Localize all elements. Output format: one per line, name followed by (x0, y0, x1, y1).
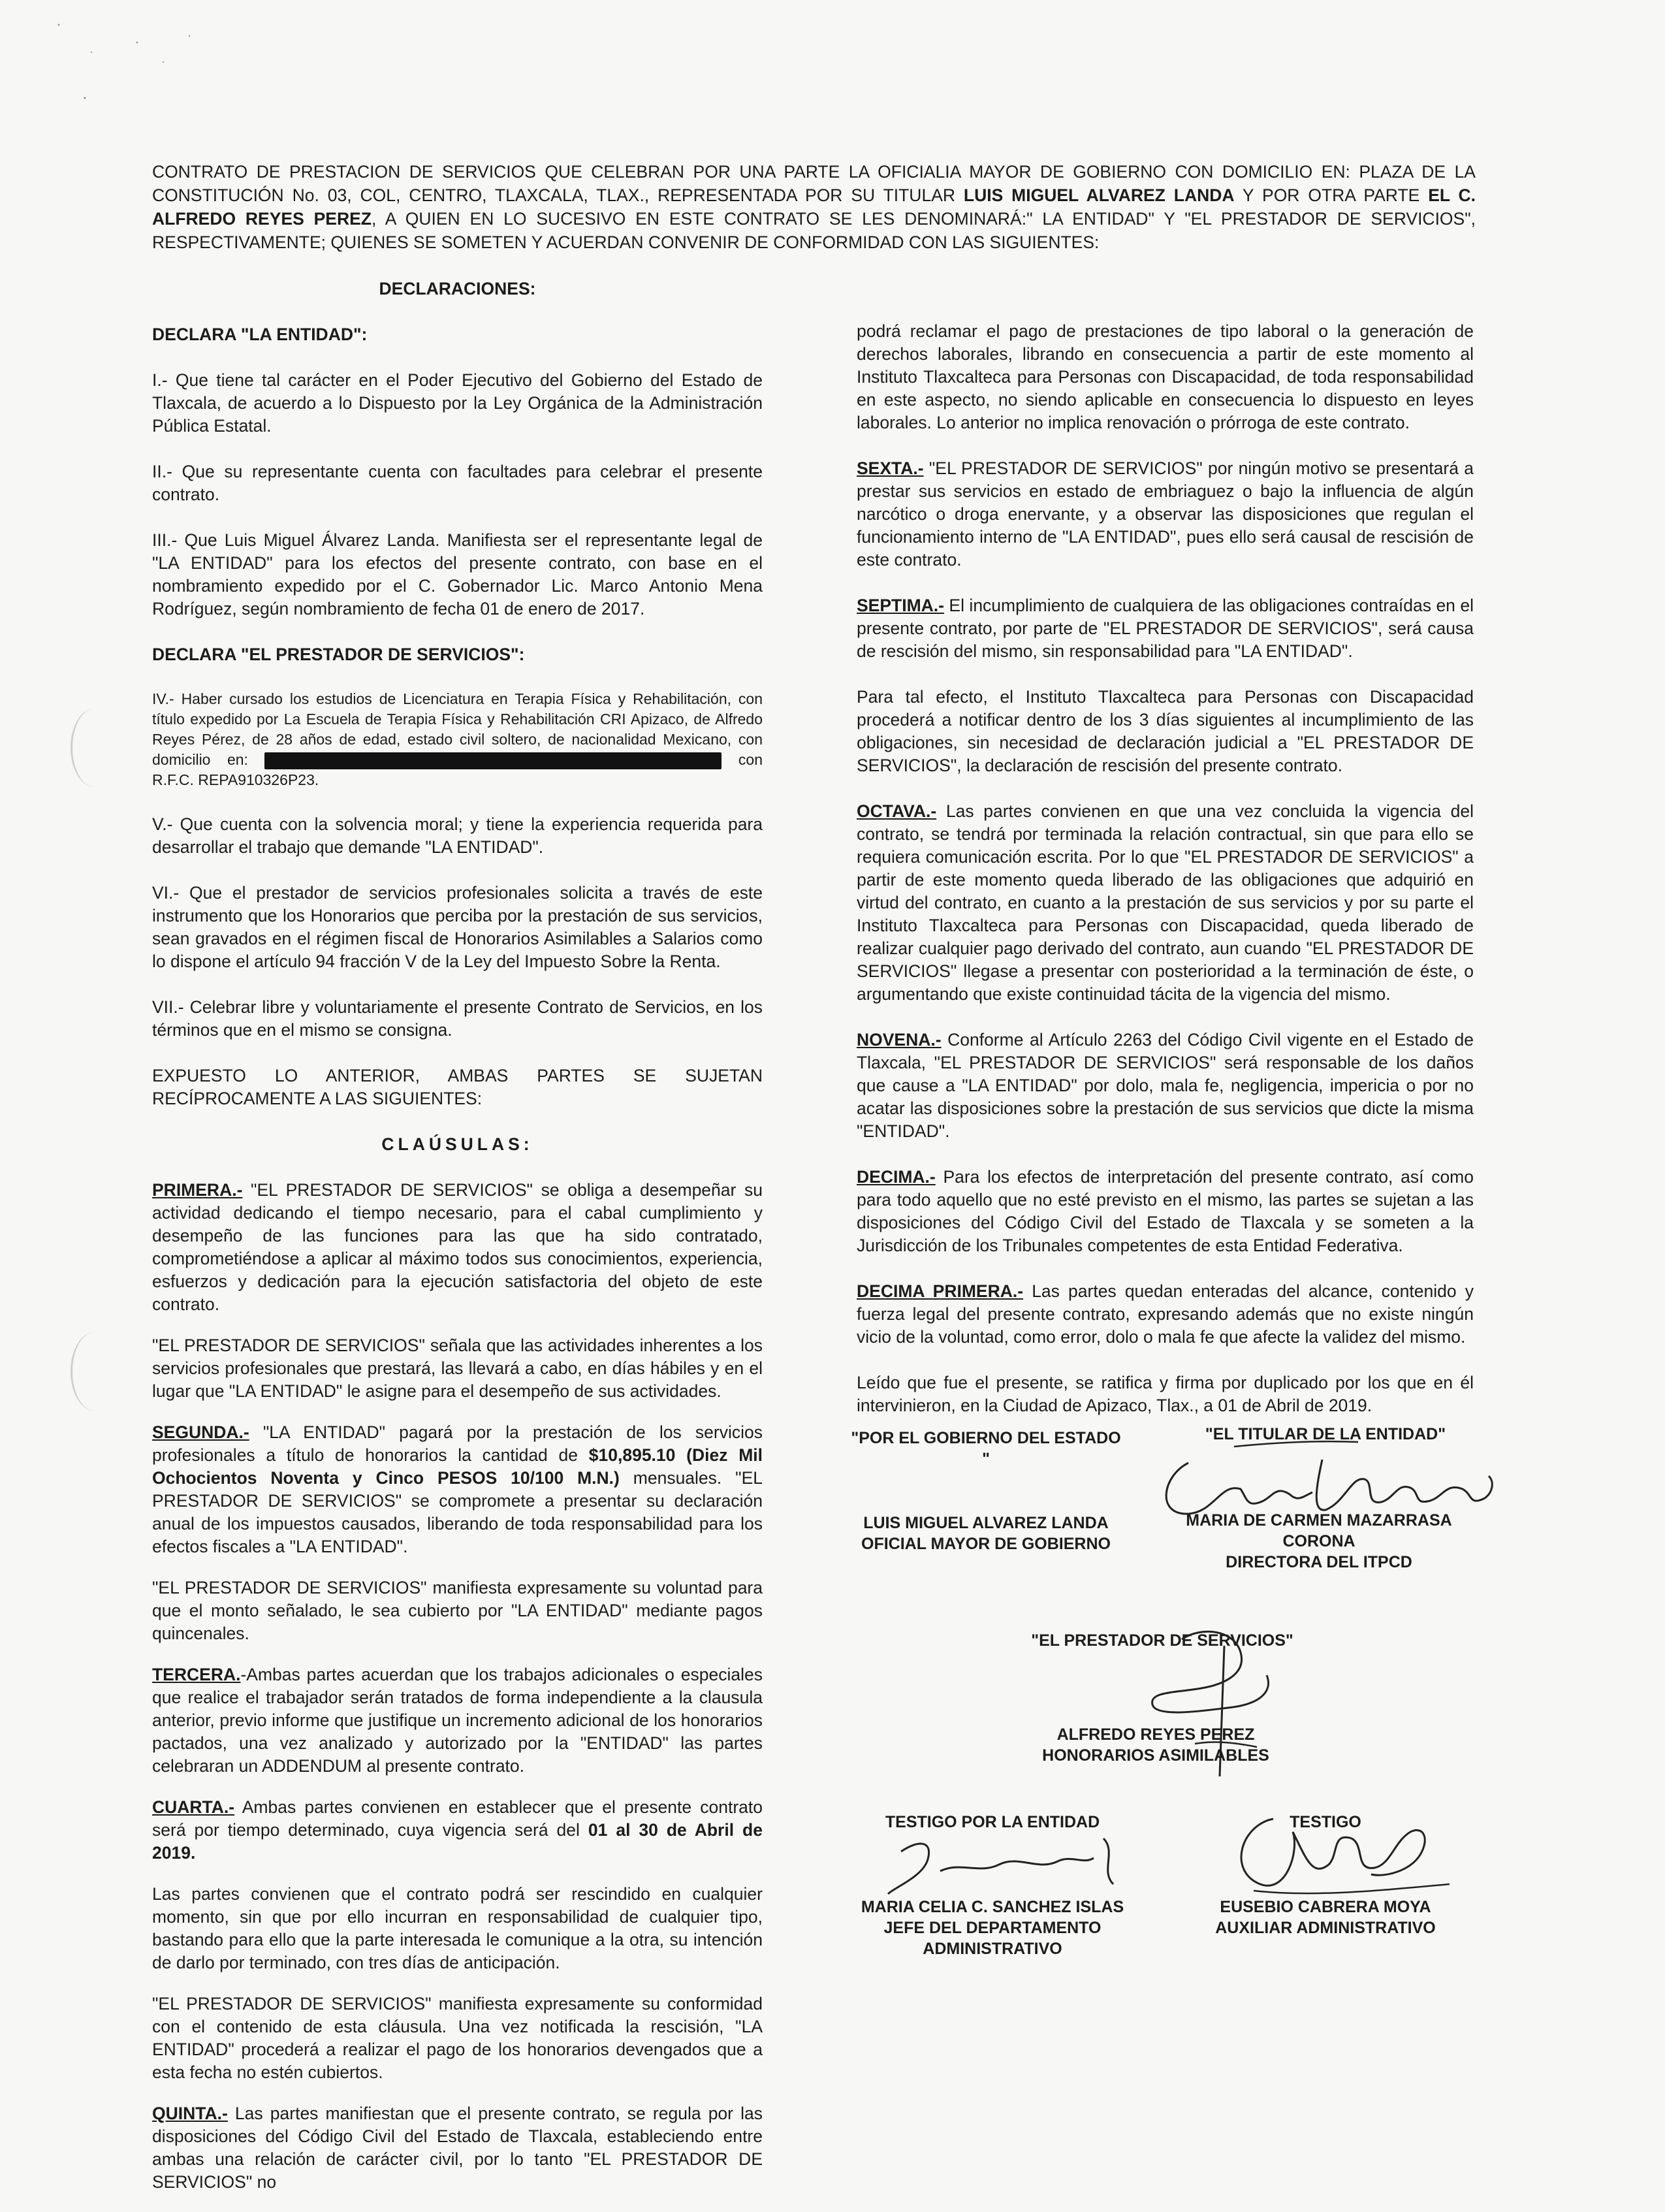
firma-testigo2-heading: TESTIGO (1290, 1813, 1361, 1831)
clausula-label: CUARTA.- (152, 1797, 235, 1817)
vigencia-dates: 01 al 30 de Abril de 2019. (152, 1820, 763, 1863)
declaracion-vii: VII.- Celebrar libre y voluntariamente el presente Contrato de Servicios, en los términos que en el mismo se consigna. (152, 997, 763, 1040)
firma-titular-role: DIRECTORA DEL ITPCD (1226, 1553, 1412, 1571)
redaction-bar (264, 752, 722, 769)
cierre-text: Leído que fue el presente, se ratifica y firma por duplicado por los que en él intervinieron, en la Ciudad de Apizaco, Tlax., a 01 de Abril de 2019. (857, 1373, 1474, 1415)
clausula-text: -Ambas partes acuerdan que los trabajos adicionales o especiales que realice el trabajador serán tratados de forma independiente a la clausula anterior, previo informe que justifique un incremento adicional de los honorarios pactados, una vez analizado y autorizado por la "ENTIDAD" las partes celebraran un ADDENDUM al presente contrato. (152, 1665, 763, 1776)
intro-prestador: EL C. ALFREDO REYES PEREZ (152, 185, 1476, 229)
clausula-novena (857, 1029, 1474, 1143)
firma-testigo2-role: AUXILIAR ADMINISTRATIVO (1215, 1919, 1436, 1937)
declaracion-iv-text: IV.- Haber cursado los estudios de Licenciatura en Terapia Física y Rehabilitación, con título expedido por La Escuela de Terapia Física y Rehabilitación CRI Apizaco, de Alfredo Reyes Pérez, de 28 años de edad, estado civil soltero, de nacionalidad Mexicano, con domicilio en: (152, 690, 763, 768)
clausula-quinta-cont: podrá reclamar el pago de prestaciones de tipo laboral o la generación de derechos laborales, librando en consecuencia a partir de este momento al Instituto Tlaxcalteca para Personas con Discapacidad, de toda responsabilidad en este aspecto, no siendo aplicable en consecuencia lo dispuesto en leyes laborales. Lo anterior no implica renovación o prórroga de este contrato. (857, 321, 1474, 432)
punch-hole-mark (71, 1332, 118, 1411)
clausula-octava (857, 800, 1474, 1006)
declaracion-i: I.- Que tiene tal carácter en el Poder Ejecutivo del Gobierno del Estado de Tlaxcala, de acuerdo a lo Dispuesto por la Ley Orgánica de la Administración Pública Estatal. (152, 370, 763, 436)
clausula-decima (857, 1166, 1474, 1257)
firma-testigo1-role2: ADMINISTRATIVO (923, 1940, 1062, 1958)
clausula-label: TERCERA. (152, 1665, 241, 1684)
firma-gobierno-role: OFICIAL MAYOR DE GOBIERNO (861, 1535, 1111, 1553)
clausula-cuarta-b: Las partes convienen que el contrato podrá ser rescindido en cualquier momento, sin que por ello incurran en responsabilidad de cualquier tipo, bastando para ello que la parte interesada le comunique a la otra, su intención de darlo por terminado, con tres días de anticipación. (152, 1884, 763, 1972)
intro-text: Y POR OTRA PARTE (1234, 185, 1429, 205)
clausula-label: QUINTA.- (152, 2104, 228, 2123)
clausula-text: Conforme al Artículo 2263 del Código Civil vigente en el Estado de Tlaxcala, "EL PRESTADOR DE SERVICIOS" será responsable de los daños que cause a "LA ENTIDAD" por dolo, mala fe, negligencia, impericia o por no acatar las disposiciones sobre la prestación de sus servicios que dicte la misma "ENTIDAD". (857, 1030, 1474, 1141)
clausula-text: Para los efectos de interpretación del presente contrato, así como para todo aquello que no esté previsto en el mismo, las partes se sujetan a las disposiciones del Código Civil del Estado de Tlaxcala y se someten a la Jurisdicción de los Tribunales competentes de esta Entidad Federativa. (857, 1167, 1474, 1255)
clausula-text: "EL PRESTADOR DE SERVICIOS" por ningún motivo se presentará a prestar sus servicios en estado de embriaguez o bajo la influencia de algún narcótico o droga enervante, y a observar las disposiciones que regulan el funcionamiento interno de "LA ENTIDAD", pues ello será causal de rescisión de este contrato. (857, 458, 1474, 569)
firma-prestador-block (999, 1724, 1312, 1766)
clausula-label: DECIMA.- (857, 1167, 936, 1187)
clausula-text: El incumplimiento de cualquiera de las obligaciones contraídas en el presente contrato, por parte de "EL PRESTADOR DE SERVICIOS", será causa de rescisión del mismo, sin responsabilidad para "LA ENTIDAD". (857, 596, 1474, 661)
clausula-label: SEXTA.- (857, 458, 924, 478)
clausula-septima-b: Para tal efecto, el Instituto Tlaxcalteca para Personas con Discapacidad procederá a notificar dentro de los 3 días siguientes al incumplimiento de las obligaciones, sin necesidad de declaración judicial a "EL PRESTADOR DE SERVICIOS", la declaración de rescisión del presente contrato. (857, 687, 1474, 775)
declara-prestador-heading: DECLARA "EL PRESTADOR DE SERVICIOS": (152, 645, 525, 664)
clausula-text: "EL PRESTADOR DE SERVICIOS" se obliga a desempeñar su actividad dedicando el tiempo necesario, para el cabal cumplimiento y desempeño de las funciones para las que ha sido contratado, comprometiéndose a aplicar al máximo todos sus conocimientos, experiencia, esfuerzos y dedicación para la ejecución satisfactoria del objeto de este contrato. (152, 1180, 763, 1314)
honorarios-amount: $10,895.10 (Diez Mil Ochocientos Noventa y Cinco PESOS 10/100 M.N.) (152, 1445, 763, 1488)
clausula-label: SEPTIMA.- (857, 596, 944, 615)
firma-gobierno-block (836, 1513, 1136, 1554)
clausula-cuarta-c: "EL PRESTADOR DE SERVICIOS" manifiesta expresamente su conformidad con el contenido de esta cláusula. Una vez notificada la rescisión, "LA ENTIDAD" procederá a realizar el pago de los honorarios devengados que a esta fecha no estén cubiertos. (152, 1994, 763, 2082)
clausula-cuarta (152, 1796, 763, 1865)
clausula-text: "LA ENTIDAD" pagará por la prestación de los servicios profesionales a título de honorarios la cantidad de (152, 1422, 763, 1465)
testigo2-signature-icon (1214, 1793, 1476, 1910)
firma-titular-block (1156, 1510, 1482, 1573)
clausula-label: NOVENA.- (857, 1030, 942, 1050)
clausula-text: Las partes convienen en que una vez concluida la vigencia del contrato, se tendrá por terminada la relación contractual, sin que para ello se requiera comunicación escrita. Por lo que "EL PRESTADOR DE SERVICIOS" a partir de este momento queda liberado de las obligaciones que adquirió en virtud del contrato, en cuanto a la prestación de sus servicios y por su parte el Instituto Tlaxcalteca para Personas con Discapacidad, queda liberado de realizar cualquier pago derivado del contrato, aun cuando "EL PRESTADOR DE SERVICIOS" llegase a presentar con posterioridad a la terminación de éste, o argumentando que existe continuidad tácita de la vigencia del mismo. (857, 801, 1474, 1004)
clausula-sexta (857, 457, 1474, 571)
firma-titular-heading: "EL TITULAR DE LA ENTIDAD" (1205, 1425, 1446, 1443)
firma-titular-name: MARIA DE CARMEN MAZARRASA (1186, 1511, 1452, 1530)
declara-entidad-heading: DECLARA "LA ENTIDAD": (152, 325, 368, 344)
clausula-primera (152, 1179, 763, 1316)
clausula-label: PRIMERA.- (152, 1180, 243, 1200)
clausula-text: mensuales. "EL PRESTADOR DE SERVICIOS" se compromete a presentar su declaración anual de los impuestos causados, liberando de toda responsabilidad para los efectos fiscales a "LA ENTIDAD". (152, 1468, 763, 1556)
clausula-decima-primera (857, 1280, 1474, 1349)
firma-testigo1-name: MARIA CELIA C. SANCHEZ ISLAS (861, 1898, 1124, 1916)
clausula-label: SEGUNDA.- (152, 1422, 249, 1442)
clausula-tercera (152, 1663, 763, 1778)
intro-text: , A QUIEN EN LO SUCESIVO EN ESTE CONTRATO SE LES DENOMINARÁ:" LA ENTIDAD" Y "EL PRESTADOR DE SERVICIOS", RESPECTIVAMENTE; QUIENES SE SOMETEN Y ACUERDAN CONVENIR DE CONFORMIDAD CON LAS SIGUIENTES: (152, 209, 1476, 252)
clausula-segunda-c: "EL PRESTADOR DE SERVICIOS" manifiesta expresamente su voluntad para que el monto señalado, le sea cubierto por "LA ENTIDAD" mediante pagos quincenales. (152, 1578, 763, 1643)
firma-gobierno-name: LUIS MIGUEL ALVAREZ LANDA (863, 1514, 1109, 1532)
firma-testigo2-block (1188, 1897, 1463, 1938)
declaraciones-title: DECLARACIONES: (379, 279, 536, 298)
clausula-primera-b: "EL PRESTADOR DE SERVICIOS" señala que las actividades inherentes a los servicios profesionales que prestará, las llevará a cabo, en días hábiles y en el lugar que "LA ENTIDAD" le asigne para el desempeño de sus actividades. (152, 1336, 763, 1401)
declaracion-ii: II.- Que su representante cuenta con facultades para celebrar el presente contrato. (152, 462, 763, 504)
firma-prestador-name: ALFREDO REYES PEREZ (1056, 1725, 1255, 1744)
intro-titular: LUIS MIGUEL ALVAREZ LANDA (963, 185, 1235, 205)
clausula-label: DECIMA PRIMERA.- (857, 1281, 1024, 1301)
firma-testigo2-name: EUSEBIO CABRERA MOYA (1220, 1898, 1431, 1916)
clausula-text: Las partes manifiestan que el presente contrato, se regula por las disposiciones del Código Civil del Estado de Tlaxcala, estableciendo entre ambas una relación de carácter civil, por lo tanto "EL PRESTADOR DE SERVICIOS" no (152, 2104, 763, 2192)
right-column (857, 320, 1474, 1440)
clausula-segunda (152, 1421, 763, 1558)
intro-text: CONTRATO DE PRESTACION DE SERVICIOS QUE CELEBRAN POR UNA PARTE LA OFICIALIA MAYOR DE GOBIERNO CON DOMICILIO EN: PLAZA DE LA CONSTITUCIÓN No. 03, COL, CENTRO, TLAXCALA, TLAX., REPRESENTADA POR SU TITULAR (152, 162, 1476, 205)
firma-testigo1-heading: TESTIGO POR LA ENTIDAD (885, 1813, 1100, 1831)
scan-specks (39, 13, 209, 104)
declaracion-v: V.- Que cuenta con la solvencia moral; y tiene la experiencia requerida para desarrollar el trabajo que demande "LA ENTIDAD". (152, 814, 763, 857)
left-column (152, 278, 763, 2212)
clausula-text: Las partes quedan enteradas del alcance, contenido y fuerza legal del presente contrato, expresando además que no existe ningún vicio de la voluntad, como error, dolo o mala fe que afecte la validez del mismo. (857, 1281, 1474, 1347)
clausula-text: Ambas partes convienen en establecer que el presente contrato será por tiempo determinado, cuya vigencia será del (152, 1797, 763, 1840)
declaracion-iii: III.- Que Luis Miguel Álvarez Landa. Manifiesta ser el representante legal de "LA ENTIDAD" para los efectos del presente contrato, con base en el nombramiento expedido por el C. Gobernador Lic. Marco Antonio Mena Rodríguez, según nombramiento de fecha 01 de enero de 2017. (152, 530, 763, 618)
testigo1-signature-icon (875, 1825, 1149, 1897)
clausulas-title: CLAÚSULAS: (381, 1134, 533, 1154)
firma-testigo1-role: JEFE DEL DEPARTAMENTO (883, 1919, 1102, 1937)
firma-gobierno-heading: "POR EL GOBIERNO DEL ESTADO " (851, 1429, 1121, 1468)
firma-prestador-role: HONORARIOS ASIMILABLES (1042, 1746, 1269, 1765)
clausula-septima (857, 594, 1474, 663)
expuesto-text: EXPUESTO LO ANTERIOR, AMBAS PARTES SE SUJETAN RECÍPROCAMENTE A LAS SIGUIENTES: (152, 1066, 763, 1108)
firma-prestador-heading: "EL PRESTADOR DE SERVICIOS" (1031, 1631, 1293, 1650)
clausula-quinta (152, 2102, 763, 2194)
declaracion-iv-rfc: con R.F.C. REPA910326P23. (152, 751, 763, 788)
declaracion-vi: VI.- Que el prestador de servicios profesionales solicita a través de este instrumento que los Honorarios que perciba por la prestación de sus servicios, sean gravados en el régimen fiscal de Honorarios Asimilables a Salarios como lo dispone el artículo 94 fracción V de la Ley del Impuesto Sobre la Renta. (152, 883, 763, 971)
punch-hole-mark (71, 709, 118, 787)
clausula-label: OCTAVA.- (857, 801, 937, 821)
firma-testigo1-block (836, 1897, 1149, 1959)
declaracion-iv (152, 689, 763, 790)
firma-titular-name2: CORONA (1282, 1532, 1356, 1550)
contract-intro (152, 160, 1476, 254)
